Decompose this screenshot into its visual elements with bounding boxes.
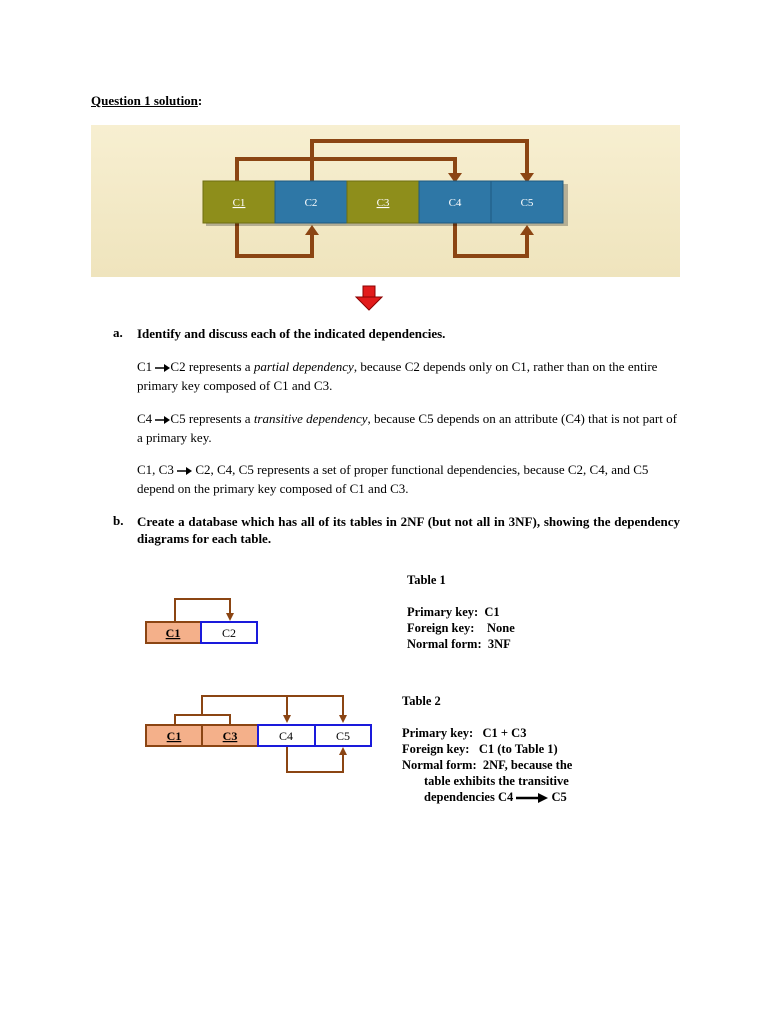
column-c1-label: C1 <box>232 197 246 209</box>
right-arrow-icon <box>155 416 170 424</box>
part-a-question: Identify and discuss each of the indicated dependencies. <box>137 326 446 341</box>
page-heading: Question 1 solution: <box>91 93 203 108</box>
column-c4-label: C4 <box>448 197 462 209</box>
right-arrow-icon <box>155 364 170 372</box>
table2-dependency-diagram <box>140 690 380 778</box>
table1-c2-label: C2 <box>221 626 237 640</box>
column-c5-label: C5 <box>520 197 534 209</box>
table2-title: Table 2 <box>402 694 441 708</box>
table2-info: Primary key: C1 + C3 Foreign key: C1 (to Table 1) Normal form: 2NF, because the table exhibits the transitive dependencies C4 C5 <box>402 726 573 804</box>
part-b-label: b. <box>113 513 124 528</box>
table2-c5-label: C5 <box>335 729 351 743</box>
part-a-label: a. <box>113 325 123 340</box>
table1-c1-label: C1 <box>165 626 181 640</box>
down-arrow-icon <box>354 285 384 311</box>
partial-dependency-paragraph: C1 C2 represents a partial dependency, because C2 depends only on C1, rather than on the entire primary key composed of C1 and C3. <box>137 359 658 393</box>
table2-c1-label: C1 <box>166 729 182 743</box>
transitive-dependency-paragraph: C4 C5 represents a transitive dependency, because C5 depends on an attribute (C4) that is not part of a primary key. <box>137 411 677 445</box>
table2-c3-label: C3 <box>222 729 238 743</box>
column-c3-label: C3 <box>376 197 390 209</box>
functional-dependency-paragraph: C1, C3 C2, C4, C5 represents a set of proper functional dependencies, because C2, C4, and C5 depend on the primary key composed of C1 and C3. <box>137 462 649 496</box>
table1-info: Primary key: C1 Foreign key: None Normal form: 3NF <box>407 605 515 651</box>
part-b-question: Create a database which has all of its tables in 2NF (but not all in 3NF), showing the dependency diagrams for each table. <box>137 514 680 546</box>
dependency-diagram <box>91 125 680 277</box>
right-arrow-icon <box>177 467 192 475</box>
thick-right-arrow-icon <box>516 793 548 803</box>
table1-title: Table 1 <box>407 573 446 587</box>
column-c2-label: C2 <box>304 197 318 209</box>
table2-c4-label: C4 <box>278 729 294 743</box>
table1-dependency-diagram <box>140 592 270 650</box>
